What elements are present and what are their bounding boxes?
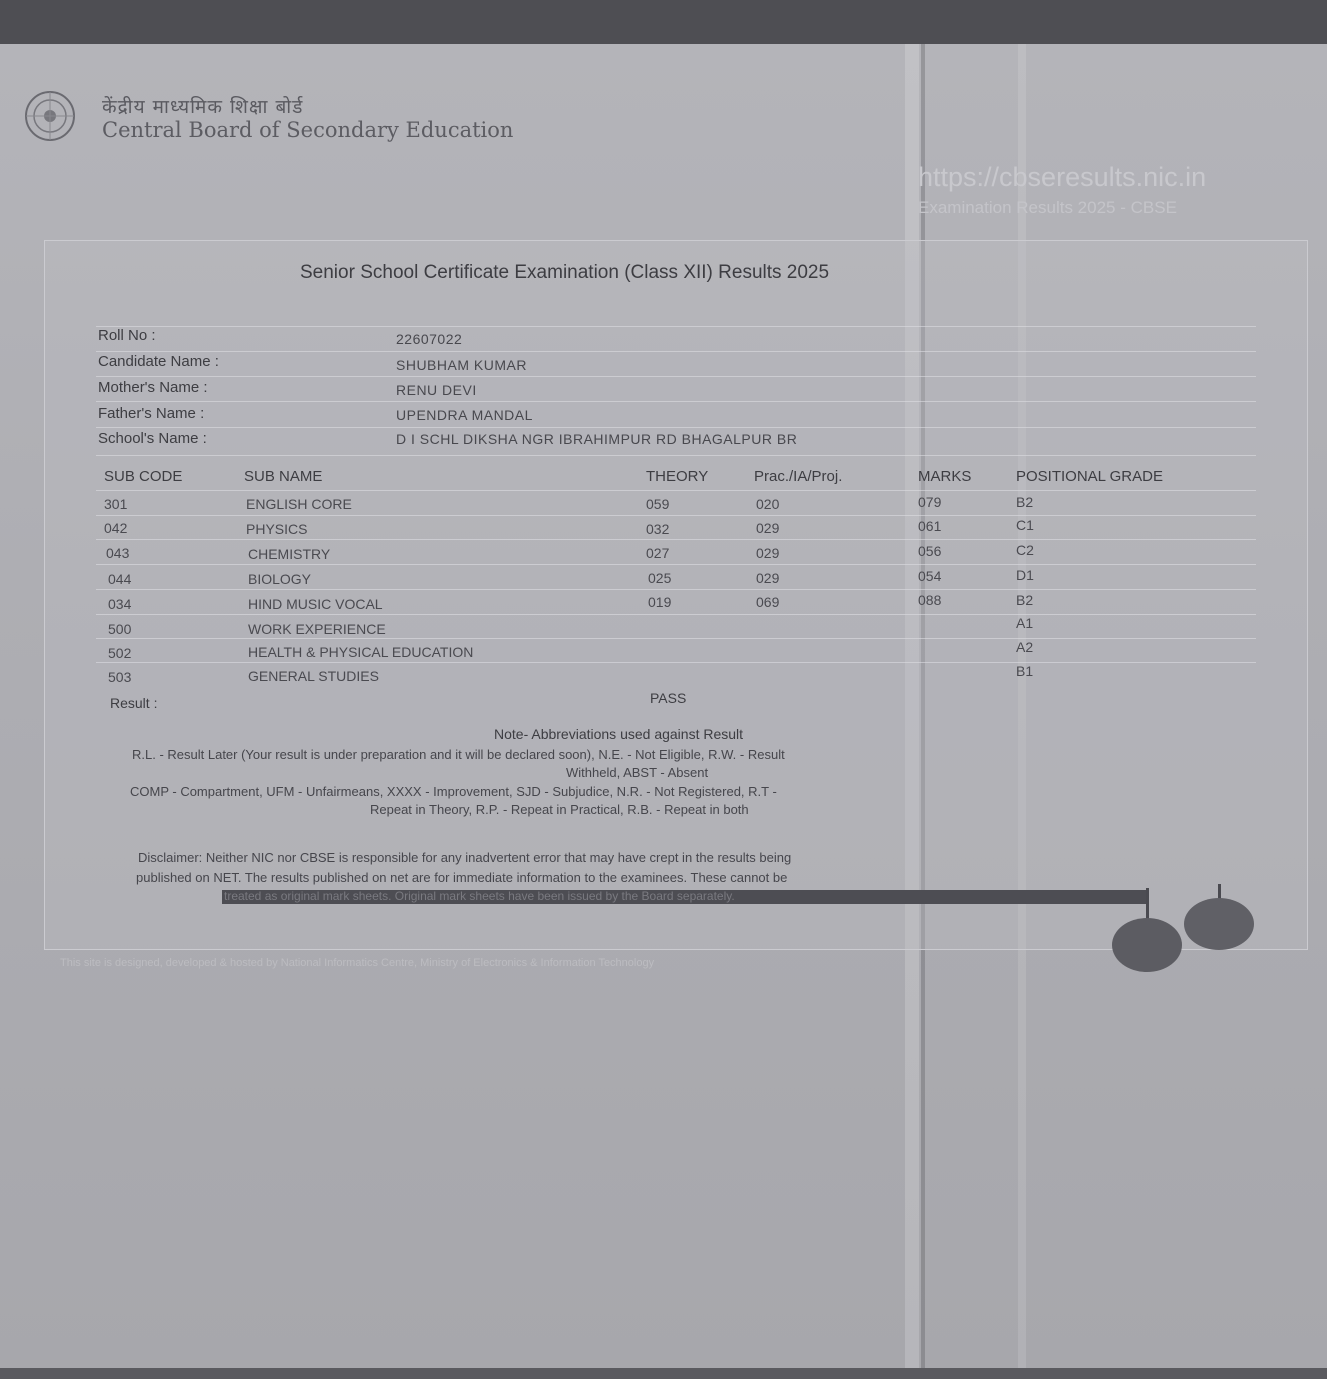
row-rule xyxy=(96,490,1256,491)
header-sub-code: SUB CODE xyxy=(104,468,183,485)
note-line-4: Repeat in Theory, R.P. - Repeat in Practical, R.B. - Repeat in both xyxy=(370,802,749,817)
scan-bottom-edge xyxy=(0,1368,1327,1379)
mother-name-label: Mother's Name : xyxy=(98,379,208,396)
scan-top-edge xyxy=(0,0,1327,46)
header-practical: Prac./IA/Proj. xyxy=(754,468,843,485)
table-row-name: PHYSICS xyxy=(246,521,308,537)
row-rule xyxy=(96,376,1256,377)
table-row-prac: 029 xyxy=(756,545,780,561)
footer-text: This site is designed, developed & hosted by National Informatics Centre, Ministry of Electronics & Information Technology xyxy=(60,957,655,969)
table-row-name: GENERAL STUDIES xyxy=(248,668,379,684)
table-row-prac: 069 xyxy=(756,594,780,610)
roll-label: Roll No : xyxy=(98,327,156,344)
table-row-name: WORK EXPERIENCE xyxy=(248,621,386,637)
row-rule xyxy=(96,564,1256,565)
row-rule xyxy=(96,539,1256,540)
board-name: Central Board of Secondary Education xyxy=(102,118,514,142)
row-rule xyxy=(96,455,1256,456)
header-theory: THEORY xyxy=(646,468,709,485)
table-row-code: 044 xyxy=(108,571,132,587)
note-line-2: Withheld, ABST - Absent xyxy=(566,765,709,780)
header-sub-name: SUB NAME xyxy=(244,468,323,485)
table-row-name: HEALTH & PHYSICAL EDUCATION xyxy=(248,644,474,660)
father-name-label: Father's Name : xyxy=(98,405,205,422)
school-name-value: D I SCHL DIKSHA NGR IBRAHIMPUR RD BHAGALPUR BR xyxy=(396,431,798,447)
table-row-theory: 027 xyxy=(646,545,670,561)
disclaimer-line-3: treated as original mark sheets. Original mark sheets have been issued by the Board separately. xyxy=(224,889,735,903)
table-row-grade: B1 xyxy=(1016,663,1034,679)
father-name-value: UPENDRA MANDAL xyxy=(396,407,533,423)
row-rule xyxy=(96,351,1256,352)
mother-name-value: RENU DEVI xyxy=(396,382,477,398)
table-row-marks: 079 xyxy=(918,494,942,510)
table-row-name: HIND MUSIC VOCAL xyxy=(248,596,383,612)
page-title: Senior School Certificate Examination (Class XII) Results 2025 xyxy=(300,262,830,283)
table-row-name: BIOLOGY xyxy=(248,571,312,587)
results-url-subtitle: Examination Results 2025 - CBSE xyxy=(918,198,1177,217)
note-line-3: COMP - Compartment, UFM - Unfairmeans, XXXX - Improvement, SJD - Subjudice, N.R. - Not Registered, R.T - xyxy=(130,784,777,799)
table-row-theory: 032 xyxy=(646,521,670,537)
table-row-code: 503 xyxy=(108,669,132,685)
table-row-grade: A1 xyxy=(1016,615,1034,631)
table-row-theory: 059 xyxy=(646,496,670,512)
table-row-name: CHEMISTRY xyxy=(248,546,331,562)
table-row-prac: 029 xyxy=(756,520,780,536)
table-row-code: 500 xyxy=(108,621,132,637)
candidate-name-label: Candidate Name : xyxy=(98,353,219,370)
table-row-grade: C1 xyxy=(1016,517,1034,533)
table-row-grade: D1 xyxy=(1016,567,1034,583)
header-marks: MARKS xyxy=(918,468,972,485)
result-value: PASS xyxy=(650,690,687,706)
table-row-theory: 019 xyxy=(648,594,672,610)
table-row-prac: 020 xyxy=(756,496,780,512)
disclaimer-line-1: Disclaimer: Neither NIC nor CBSE is responsible for any inadvertent error that may have crept in the results being xyxy=(138,850,792,865)
table-row-code: 042 xyxy=(104,520,128,536)
table-row-marks: 054 xyxy=(918,568,942,584)
ink-blot-mark xyxy=(1112,918,1182,972)
row-rule xyxy=(96,638,1256,639)
note-title: Note- Abbreviations used against Result xyxy=(494,726,744,742)
table-row-code: 502 xyxy=(108,645,132,661)
table-row-code: 034 xyxy=(108,596,132,612)
row-rule xyxy=(96,326,1256,327)
table-row-prac: 029 xyxy=(756,570,780,586)
row-rule xyxy=(96,662,1256,663)
disclaimer-line-2: published on NET. The results published on net are for immediate information to the examinees. These cannot be xyxy=(136,870,788,885)
ink-blot-mark xyxy=(1184,898,1254,950)
table-row-grade: B2 xyxy=(1016,494,1034,510)
table-row-marks: 061 xyxy=(918,518,942,534)
candidate-name-value: SHUBHAM KUMAR xyxy=(396,357,527,373)
table-row-theory: 025 xyxy=(648,570,672,586)
table-row-grade: C2 xyxy=(1016,542,1034,558)
result-card xyxy=(44,240,1308,950)
row-rule xyxy=(96,427,1256,428)
result-label: Result : xyxy=(110,695,158,711)
board-name-hindi: केंद्रीय माध्यमिक शिक्षा बोर्ड xyxy=(102,96,304,118)
row-rule xyxy=(96,589,1256,590)
results-url: https://cbseresults.nic.in xyxy=(918,162,1207,192)
school-name-label: School's Name : xyxy=(98,430,207,447)
table-row-marks: 056 xyxy=(918,543,942,559)
table-row-grade: A2 xyxy=(1016,639,1034,655)
row-rule xyxy=(96,515,1256,516)
table-row-grade: B2 xyxy=(1016,592,1034,608)
table-row-code: 301 xyxy=(104,496,128,512)
table-row-name: ENGLISH CORE xyxy=(246,496,352,512)
cbse-emblem-icon xyxy=(18,88,82,144)
roll-value: 22607022 xyxy=(396,331,463,347)
table-row-code: 043 xyxy=(106,545,130,561)
row-rule xyxy=(96,401,1256,402)
table-row-marks: 088 xyxy=(918,592,942,608)
row-rule xyxy=(96,614,1256,615)
header-grade: POSITIONAL GRADE xyxy=(1016,468,1163,485)
note-line-1: R.L. - Result Later (Your result is under preparation and it will be declared soon), N.E. - Not Eligible, R.W. - Result xyxy=(132,747,785,762)
